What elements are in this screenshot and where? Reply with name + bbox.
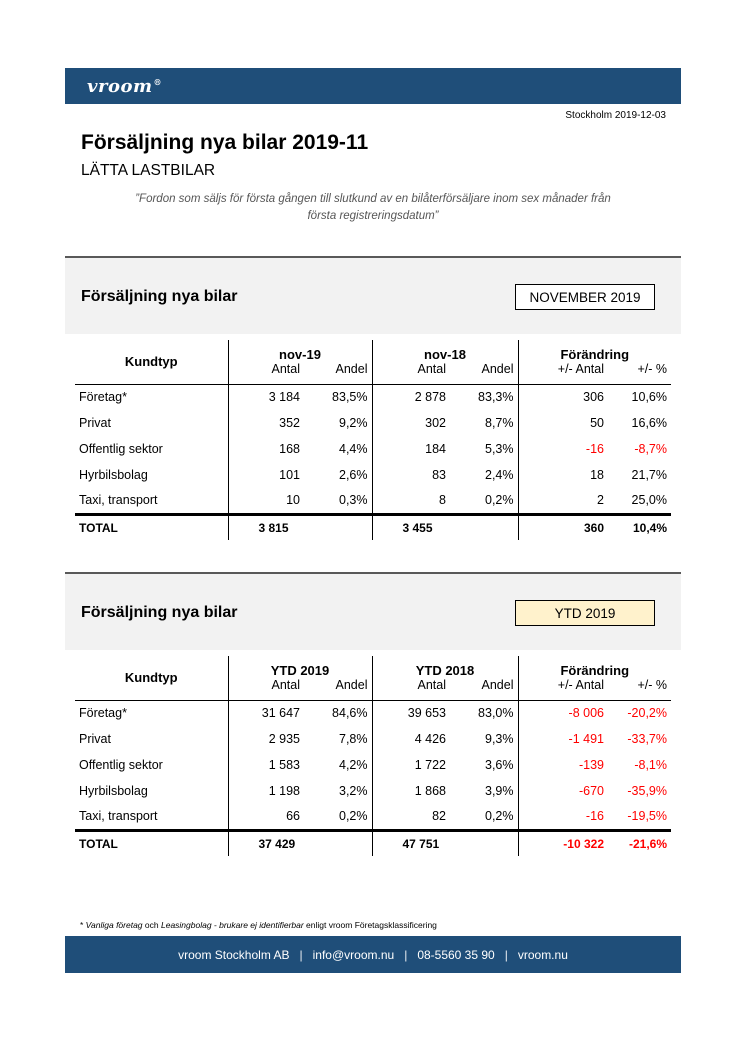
- row-label: Privat: [79, 732, 111, 746]
- col-antal: Antal: [228, 678, 304, 700]
- cell-share-previous: 83,0%: [478, 706, 514, 721]
- col-change-count: +/- Antal: [518, 362, 608, 384]
- cell-share-current: 3,2%: [339, 784, 368, 798]
- cell-change-count: -1 491: [518, 726, 608, 752]
- total-count-previous: 47 751: [372, 830, 450, 856]
- col-antal: Antal: [372, 678, 450, 700]
- total-count-previous: 3 455: [372, 514, 450, 540]
- cell-change-count: -139: [518, 752, 608, 778]
- total-label: TOTAL: [75, 514, 228, 540]
- cell-share-current: 4,2%: [339, 758, 368, 772]
- vroom-logo: vroom®: [87, 75, 162, 97]
- table-row: [75, 778, 671, 804]
- cell-share-previous: 83,3%: [478, 390, 514, 405]
- total-change-pct: -21,6%: [608, 830, 671, 856]
- cell-count-previous: 83: [372, 462, 450, 488]
- section-header-ytd: [65, 572, 681, 650]
- kundtyp-header: Kundtyp: [75, 656, 228, 700]
- row-label: Offentlig sektor: [79, 758, 163, 772]
- row-label: Taxi, transport: [79, 493, 158, 508]
- col-change-pct: +/- %: [608, 362, 671, 384]
- cell-count-previous: 302: [372, 410, 450, 436]
- row-label: Privat: [79, 416, 111, 430]
- section-header-month: [65, 256, 681, 334]
- footer-phone: 08-5560 35 90: [417, 947, 495, 962]
- table-row: [75, 804, 671, 830]
- table-row: [75, 436, 671, 462]
- cell-count-current: 66: [228, 804, 304, 830]
- footer-email-link[interactable]: info@vroom.nu: [312, 947, 395, 962]
- col-andel: Andel: [304, 362, 372, 384]
- total-blank: [450, 514, 518, 540]
- table-row: [75, 488, 671, 514]
- group-header-previous: YTD 2018: [372, 656, 518, 678]
- cell-change-pct: -20,2%: [627, 706, 667, 721]
- period-box-ytd: YTD 2019: [515, 600, 655, 626]
- cell-share-previous: 9,3%: [485, 732, 514, 746]
- brand-header-bar: [65, 68, 681, 104]
- cell-change-pct: 21,7%: [631, 468, 667, 482]
- cell-count-previous: 1 722: [372, 752, 450, 778]
- cell-share-previous: 0,2%: [485, 809, 514, 824]
- group-header-current: YTD 2019: [228, 656, 372, 678]
- cell-count-previous: 2 878: [372, 384, 450, 410]
- table-header-row: [75, 340, 671, 362]
- cell-change-count: -8 006: [518, 700, 608, 726]
- page-title: Försäljning nya bilar 2019-11: [81, 131, 369, 154]
- total-count-current: 37 429: [228, 830, 304, 856]
- cell-share-current: 9,2%: [339, 416, 368, 430]
- cell-change-pct: 25,0%: [631, 493, 667, 508]
- table-row: [75, 384, 671, 410]
- cell-share-current: 0,3%: [339, 493, 368, 508]
- footer-separator: |: [504, 947, 508, 962]
- total-blank: [304, 830, 372, 856]
- table-total-row: [75, 830, 671, 856]
- cell-change-count: -670: [518, 778, 608, 804]
- cell-share-previous: 3,6%: [485, 758, 514, 772]
- cell-count-current: 31 647: [228, 700, 304, 726]
- cell-change-pct: -8,1%: [634, 758, 667, 772]
- cell-share-previous: 8,7%: [485, 416, 514, 430]
- cell-count-current: 10: [228, 488, 304, 514]
- row-label: Offentlig sektor: [79, 442, 163, 456]
- col-antal: Antal: [372, 362, 450, 384]
- footer-company: vroom Stockholm AB: [178, 947, 290, 962]
- row-label: Hyrbilsbolag: [79, 468, 148, 482]
- cell-count-current: 3 184: [228, 384, 304, 410]
- row-label: Företag*: [79, 390, 127, 405]
- page-subtitle: LÄTTA LASTBILAR: [81, 162, 216, 179]
- footer-separator: |: [299, 947, 303, 962]
- section-title: Försäljning nya bilar: [81, 288, 238, 305]
- cell-share-previous: 2,4%: [485, 468, 514, 482]
- cell-count-current: 352: [228, 410, 304, 436]
- cell-change-count: -16: [518, 804, 608, 830]
- group-header-previous: nov-18: [372, 340, 518, 362]
- table-row: [75, 410, 671, 436]
- cell-change-pct: 10,6%: [631, 390, 667, 405]
- total-change-count: 360: [518, 514, 608, 540]
- period-box-month: NOVEMBER 2019: [515, 284, 655, 310]
- cell-count-current: 101: [228, 462, 304, 488]
- table-header-row: [75, 656, 671, 678]
- table-total-row: [75, 514, 671, 540]
- total-change-count: -10 322: [518, 830, 608, 856]
- table-row: [75, 700, 671, 726]
- footer-web-link[interactable]: vroom.nu: [517, 947, 568, 962]
- col-change-count: +/- Antal: [518, 678, 608, 700]
- total-blank: [450, 830, 518, 856]
- cell-share-previous: 3,9%: [485, 784, 514, 798]
- sales-table-ytd: [75, 656, 671, 856]
- definition-quote: [75, 191, 671, 225]
- cell-change-pct: -8,7%: [634, 442, 667, 456]
- cell-count-previous: 39 653: [372, 700, 450, 726]
- table-row: [75, 752, 671, 778]
- total-blank: [304, 514, 372, 540]
- cell-count-previous: 184: [372, 436, 450, 462]
- cell-count-current: 1 583: [228, 752, 304, 778]
- cell-count-previous: 1 868: [372, 778, 450, 804]
- kundtyp-header: Kundtyp: [75, 340, 228, 384]
- cell-change-count: 50: [518, 410, 608, 436]
- section-title: Försäljning nya bilar: [81, 604, 238, 621]
- cell-count-previous: 82: [372, 804, 450, 830]
- footer-separator: |: [404, 947, 408, 962]
- row-label: Företag*: [79, 706, 127, 721]
- total-count-current: 3 815: [228, 514, 304, 540]
- cell-change-count: 2: [518, 488, 608, 514]
- cell-share-current: 4,4%: [339, 442, 368, 456]
- total-change-pct: 10,4%: [608, 514, 671, 540]
- cell-change-count: 18: [518, 462, 608, 488]
- cell-count-current: 2 935: [228, 726, 304, 752]
- row-label: Taxi, transport: [79, 809, 158, 824]
- contact-footer-bar: [65, 936, 681, 973]
- cell-change-pct: -33,7%: [627, 732, 667, 746]
- col-change-pct: +/- %: [608, 678, 671, 700]
- col-andel: Andel: [304, 678, 372, 700]
- cell-share-current: 2,6%: [339, 468, 368, 482]
- cell-count-previous: 8: [372, 488, 450, 514]
- group-header-current: nov-19: [228, 340, 372, 362]
- cell-count-previous: 4 426: [372, 726, 450, 752]
- cell-change-pct: -35,9%: [627, 784, 667, 798]
- cell-count-current: 1 198: [228, 778, 304, 804]
- cell-share-previous: 0,2%: [485, 493, 514, 508]
- cell-share-current: 7,8%: [339, 732, 368, 746]
- cell-count-current: 168: [228, 436, 304, 462]
- row-label: Hyrbilsbolag: [79, 784, 148, 798]
- table-row: [75, 462, 671, 488]
- footnote: * Vanliga företag och Leasingbolag - brukare ej identifierbar enligt vroom Företagsklassificering: [80, 920, 437, 930]
- group-header-change: Förändring: [518, 340, 671, 362]
- table-row: [75, 726, 671, 752]
- date-line: Stockholm 2019-12-03: [565, 110, 666, 121]
- cell-share-previous: 5,3%: [485, 442, 514, 456]
- cell-change-count: -16: [518, 436, 608, 462]
- cell-share-current: 84,6%: [332, 706, 368, 721]
- total-label: TOTAL: [75, 830, 228, 856]
- cell-share-current: 83,5%: [332, 390, 368, 405]
- cell-change-pct: -19,5%: [627, 809, 667, 824]
- quote-line-2: första registreringsdatum”: [307, 210, 439, 222]
- sales-table-month: [75, 340, 671, 540]
- cell-change-count: 306: [518, 384, 608, 410]
- cell-share-current: 0,2%: [339, 809, 368, 824]
- quote-line-1: ”Fordon som säljs för första gången till slutkund av en bilåterförsäljare inom sex månader från: [135, 193, 611, 205]
- cell-change-pct: 16,6%: [631, 416, 667, 430]
- col-andel: Andel: [450, 678, 518, 700]
- group-header-change: Förändring: [518, 656, 671, 678]
- col-andel: Andel: [450, 362, 518, 384]
- col-antal: Antal: [228, 362, 304, 384]
